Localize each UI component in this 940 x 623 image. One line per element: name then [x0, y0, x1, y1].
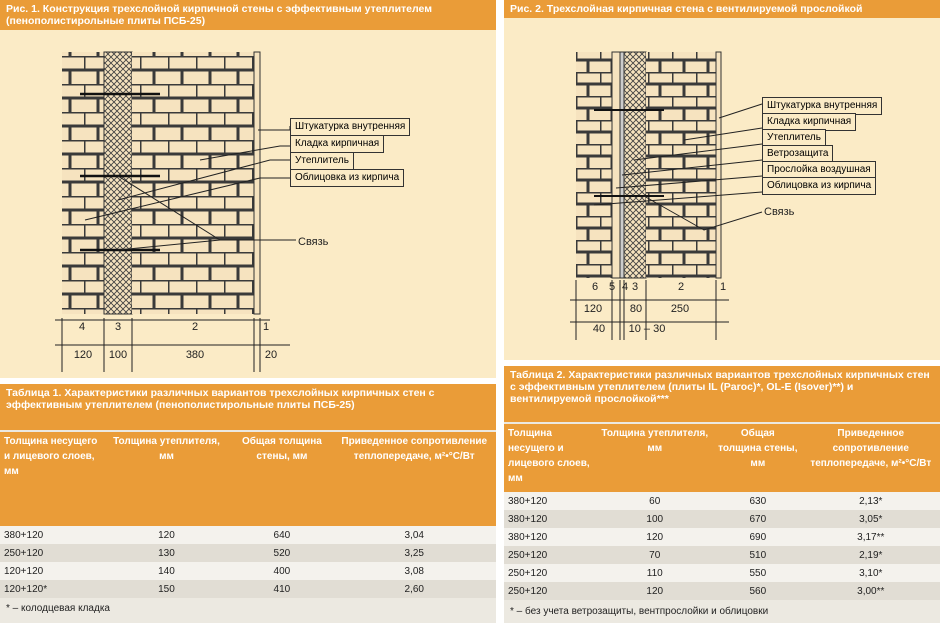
table-2-panel — [504, 366, 940, 623]
table-cell: 640 — [231, 526, 332, 544]
table-row — [504, 492, 940, 510]
callout-masonry: Кладка кирпичная — [762, 113, 856, 131]
column-header: Общая толщина стены, мм — [231, 432, 332, 526]
insulation-layer — [624, 52, 646, 278]
table-1-body — [0, 526, 496, 598]
table-row — [504, 564, 940, 582]
table-row — [0, 580, 496, 598]
table-cell: 120 — [102, 526, 232, 544]
figure-2-caption: Рис. 2. Трехслойная кирпичная стена с вентилируемой прослойкой — [504, 0, 940, 18]
table-cell: 690 — [714, 528, 801, 546]
facing-brick-layer — [576, 52, 612, 278]
callout-facing: Облицовка из кирпича — [290, 169, 404, 187]
dimension-label: 40 — [592, 323, 606, 335]
layer-number: 5 — [608, 281, 616, 293]
table-cell: 110 — [595, 564, 714, 582]
table-cell: 120 — [595, 582, 714, 600]
column-header: Приведенное сопротивление теплопередаче, м²•°С/Вт — [333, 432, 497, 526]
table-2-title: Таблица 2. Характеристики различных вариантов трехслойных кирпичных стен с эффективным утеплителем (плиты IL (Paroc)*, OL-E (Isover)**) и вентилируемой прослойкой*** — [504, 366, 940, 422]
layer-number: 2 — [677, 281, 685, 293]
brick-masonry-layer — [132, 52, 254, 314]
layer-number: 3 — [114, 321, 122, 333]
layer-number: 3 — [631, 281, 639, 293]
table-cell: 380+120 — [0, 526, 102, 544]
tie-label: Связь — [298, 236, 329, 248]
dimension-label: 80 — [629, 303, 643, 315]
callout-facing: Облицовка из кирпича — [762, 177, 876, 195]
table-cell: 60 — [595, 492, 714, 510]
table-1 — [0, 432, 496, 598]
table-cell: 630 — [714, 492, 801, 510]
table-cell: 70 — [595, 546, 714, 564]
table-cell: 410 — [231, 580, 332, 598]
table-cell: 550 — [714, 564, 801, 582]
table-cell: 250+120 — [504, 564, 595, 582]
layer-number: 4 — [621, 281, 629, 293]
table-cell: 3,08 — [333, 562, 497, 580]
table-cell: 3,17** — [802, 528, 940, 546]
column-header: Толщина утеплителя, мм — [102, 432, 232, 526]
dimension-label: 10 – 30 — [628, 323, 666, 335]
table-row — [504, 528, 940, 546]
table-cell: 3,10* — [802, 564, 940, 582]
table-cell: 520 — [231, 544, 332, 562]
table-cell: 2,60 — [333, 580, 497, 598]
table-cell: 120 — [595, 528, 714, 546]
layer-number: 6 — [591, 281, 599, 293]
table-1-panel — [0, 384, 496, 623]
table-cell: 380+120 — [504, 528, 595, 546]
table-row — [504, 510, 940, 528]
table-cell: 250+120 — [0, 544, 102, 562]
table-cell: 100 — [595, 510, 714, 528]
dimension-label: 120 — [73, 349, 93, 361]
callout-plaster: Штукатурка внутренняя — [290, 118, 410, 136]
facing-brick-layer — [62, 52, 104, 314]
callout-plaster: Штукатурка внутренняя — [762, 97, 882, 115]
figure-1-panel — [0, 0, 496, 378]
table-1-title: Таблица 1. Характеристики различных вариантов трехслойных кирпичных стен с эффективным утеплителем (пенополистирольные плиты ПСБ-25) — [0, 384, 496, 430]
wind-barrier-layer — [620, 52, 624, 278]
dimension-label: 250 — [670, 303, 690, 315]
air-gap-layer — [612, 52, 620, 278]
table-cell: 3,05* — [802, 510, 940, 528]
column-header: Толщина утеплителя, мм — [595, 424, 714, 492]
tie-label: Связь — [764, 206, 795, 218]
table-cell: 120+120* — [0, 580, 102, 598]
table-row — [0, 562, 496, 580]
insulation-layer — [104, 52, 132, 314]
table-cell: 250+120 — [504, 546, 595, 564]
table-cell: 560 — [714, 582, 801, 600]
table-1-footnote: * – колодцевая кладка — [6, 603, 110, 614]
callout-wind-barrier: Ветрозащита — [762, 145, 833, 163]
brick-masonry-layer — [646, 52, 716, 278]
column-header: Толщина несущего и лицевого слоев, мм — [0, 432, 102, 526]
table-row — [504, 546, 940, 564]
callout-insulation: Утеплитель — [762, 129, 826, 147]
dimension-label: 120 — [583, 303, 603, 315]
table-2-footnote: * – без учета ветрозащиты, вентпрослойки и облицовки — [510, 606, 769, 617]
figure-2-panel — [504, 0, 940, 360]
column-header: Общая толщина стены, мм — [714, 424, 801, 492]
table-row — [504, 582, 940, 600]
dimension-label: 380 — [185, 349, 205, 361]
column-header: Толщина несущего и лицевого слоев, мм — [504, 424, 595, 492]
dimension-label: 20 — [264, 349, 278, 361]
table-cell: 3,04 — [333, 526, 497, 544]
table-cell: 670 — [714, 510, 801, 528]
layer-number: 4 — [78, 321, 86, 333]
figure-1-caption: Рис. 1. Конструкция трехслойной кирпичной стены с эффективным утеплителем (пенополистирольные плиты ПСБ-25) — [0, 0, 496, 30]
table-cell: 3,00** — [802, 582, 940, 600]
table-cell: 2,13* — [802, 492, 940, 510]
table-cell: 2,19* — [802, 546, 940, 564]
table-cell: 250+120 — [504, 582, 595, 600]
table-cell: 140 — [102, 562, 232, 580]
layer-number: 1 — [262, 321, 270, 333]
table-cell: 120+120 — [0, 562, 102, 580]
layer-number: 1 — [719, 281, 727, 293]
table-cell: 130 — [102, 544, 232, 562]
table-cell: 380+120 — [504, 492, 595, 510]
layer-number: 2 — [191, 321, 199, 333]
table-2 — [504, 424, 940, 600]
callout-insulation: Утеплитель — [290, 152, 354, 170]
dimension-label: 100 — [108, 349, 128, 361]
table-cell: 3,25 — [333, 544, 497, 562]
callout-air-gap: Прослойка воздушная — [762, 161, 876, 179]
table-cell: 380+120 — [504, 510, 595, 528]
table-row — [0, 544, 496, 562]
plaster-layer — [254, 52, 260, 314]
callout-masonry: Кладка кирпичная — [290, 135, 384, 153]
table-cell: 510 — [714, 546, 801, 564]
table-row — [0, 526, 496, 544]
table-cell: 150 — [102, 580, 232, 598]
column-header: Приведенное сопротивление теплопередаче, м²•°С/Вт — [802, 424, 940, 492]
table-2-body — [504, 492, 940, 600]
table-cell: 400 — [231, 562, 332, 580]
